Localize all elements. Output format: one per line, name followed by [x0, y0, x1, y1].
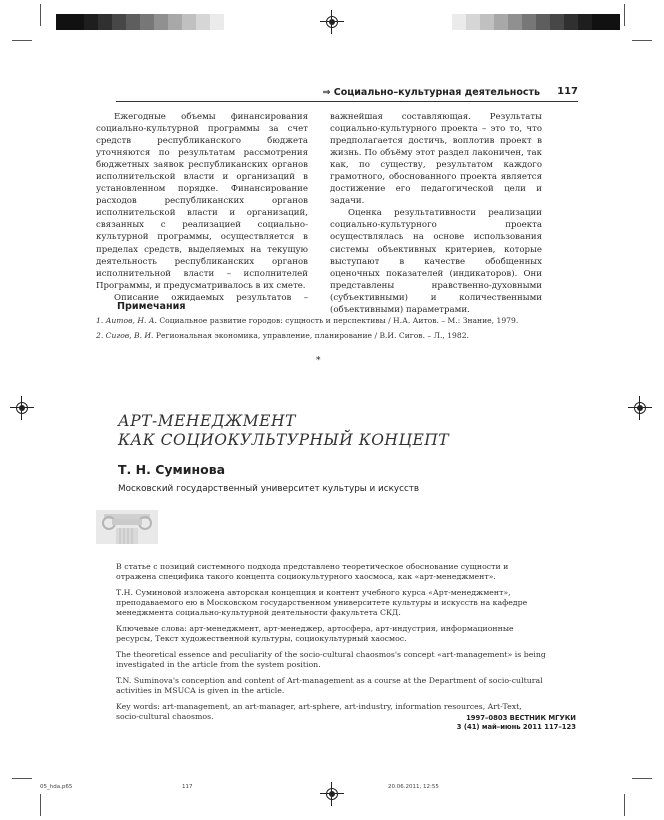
crop-mark: [12, 778, 32, 779]
slug-filename: 05_hda.p65: [40, 784, 73, 790]
reference-text: Социальное развитие городов: сущность и перспективы / Н.А. Аитов. – М.: Знание, 1979.: [156, 316, 519, 325]
color-swatch: [508, 14, 522, 30]
running-header: [116, 86, 578, 102]
ionic-column-logo-icon: [96, 506, 158, 548]
notes-heading: Примечания: [117, 301, 186, 312]
color-swatch: [550, 14, 564, 30]
reference-text: Региональная экономика, управление, планирование / В.И. Сигов. – Л., 1982.: [153, 331, 469, 340]
section-separator: *: [316, 356, 321, 366]
color-swatch: [536, 14, 550, 30]
color-swatch: [522, 14, 536, 30]
slug-page: 117: [182, 784, 193, 790]
page-number: 117: [557, 86, 578, 97]
color-swatch: [98, 14, 112, 30]
reference-item: [96, 316, 518, 325]
color-swatch: [112, 14, 126, 30]
reference-item: [96, 331, 469, 340]
registration-mark-icon: [324, 14, 340, 30]
crop-mark: [12, 40, 32, 41]
color-swatch: [154, 14, 168, 30]
abstract-paragraph-en: T.N. Suminova's conception and content of Art-management as a course at the Department of socio-cultural activities in MSUCA is given in the article.: [116, 676, 543, 696]
abstract-paragraph: В статье с позиций системного подхода представлено теоретическое обоснование сущности и отражена специфика такого концепта социокультурного хаосмоса, как «арт-менеджмент».: [116, 562, 509, 582]
color-swatch: [56, 14, 70, 30]
printer-color-bar-left: [56, 14, 224, 30]
paragraph: Описание ожидаемых результатов –: [114, 292, 308, 303]
journal-issn-title: 1997–0803 ВЕСТНИК МГУКИ: [466, 714, 576, 722]
right-column: [330, 111, 542, 316]
color-swatch: [140, 14, 154, 30]
color-swatch: [466, 14, 480, 30]
keywords-ru: Ключевые слова: арт-менеджмент, арт-менеджер, артосфера, арт-индустрия, информационные ресурсы, Текст художественной культуры, социокультурный хаосмос.: [116, 624, 514, 644]
slug-datetime: 20.06.2011, 12:55: [388, 784, 439, 790]
color-swatch: [578, 14, 592, 30]
crop-mark: [624, 794, 625, 816]
article-title-line: КАК СОЦИОКУЛЬТУРНЫЙ КОНЦЕПТ: [118, 431, 450, 449]
color-swatch: [480, 14, 494, 30]
registration-mark-icon: [14, 400, 30, 416]
printer-color-bar-right: [452, 14, 620, 30]
article-title: [118, 412, 449, 450]
crop-mark: [40, 794, 41, 816]
abstract: [116, 562, 546, 728]
crop-mark: [624, 4, 625, 26]
article-title-line: АРТ-МЕНЕДЖМЕНТ: [118, 412, 296, 430]
color-swatch: [168, 14, 182, 30]
color-swatch: [452, 14, 466, 30]
abstract-paragraph: Т.Н. Суминовой изложена авторская концепция и контент учебного курса «Арт-менеджмент», преподаваемого ею в Московском государственном университете культуры и искусств на кафедре менеджмента социально-культурной деятельности факультета СКД.: [116, 588, 528, 618]
crop-mark: [632, 778, 652, 779]
paragraph: Ежегодные объемы финансирования социально-культурной программы за счет средств республиканского бюджета уточняются по результатам рассмотрения бюджетных заявок республиканских органов исполнительской власти и организаций в установленном порядке. Финансирование расходов республиканских органов исполнительской власти и организаций, связанных с реализацией социально-культурной программы, осуществляется в пределах средств, выделяемых на текущую деятельность республиканских органов исполнительной власти – исполнителей Программы, и предусматривалось в их смете.: [96, 112, 308, 291]
reference-author: 2. Сигов, В. И.: [96, 331, 154, 340]
color-swatch: [70, 14, 84, 30]
color-swatch: [84, 14, 98, 30]
article-author: Т. Н. Суминова: [118, 462, 226, 477]
left-column: [96, 111, 308, 304]
color-swatch: [126, 14, 140, 30]
color-swatch: [606, 14, 620, 30]
registration-mark-icon: [324, 786, 340, 802]
reference-author: 1. Аитов, Н. А.: [96, 316, 157, 325]
author-affiliation: Московский государственный университет культуры и искусств: [118, 484, 420, 494]
crop-mark: [632, 40, 652, 41]
section-title: ⇒ Социально–культурная деятельность: [322, 87, 540, 98]
color-swatch: [592, 14, 606, 30]
registration-mark-icon: [632, 400, 648, 416]
color-swatch: [196, 14, 210, 30]
abstract-paragraph-en: The theoretical essence and peculiarity of the socio-cultural chaosmos's concept «art-management» is being investigated in the article from the system position.: [116, 650, 546, 670]
journal-citation: [457, 714, 576, 732]
color-swatch: [182, 14, 196, 30]
journal-issue-pages: 3 (41) май–июнь 2011 117–123: [456, 723, 576, 731]
paragraph: Оценка результативности реализации социально-культурного проекта осуществлялась на основе использования системы объективных критериев, которые выступают в качестве обобщенных оценочных показателей (индикаторов). Они представлены нравственно-духовными (субъективными) и количественными (объективными) параметрами.: [330, 208, 542, 315]
crop-mark: [40, 4, 41, 26]
color-swatch: [564, 14, 578, 30]
keywords-en: Key words: art-management, an art-manager, art-sphere, art-industry, information resources, Art-Text, socio-cultural chaosmos.: [116, 702, 522, 722]
color-swatch: [210, 14, 224, 30]
color-swatch: [494, 14, 508, 30]
paragraph: важнейшая составляющая. Результаты социально-культурного проекта – это то, что предполагается достичь, воплотив проект в жизнь. По объёму этот раздел лаконичен, так как, по существу, результатом каждого грамотного, обоснованного проекта является достижение его педагогической цели и задачи.: [330, 112, 542, 207]
